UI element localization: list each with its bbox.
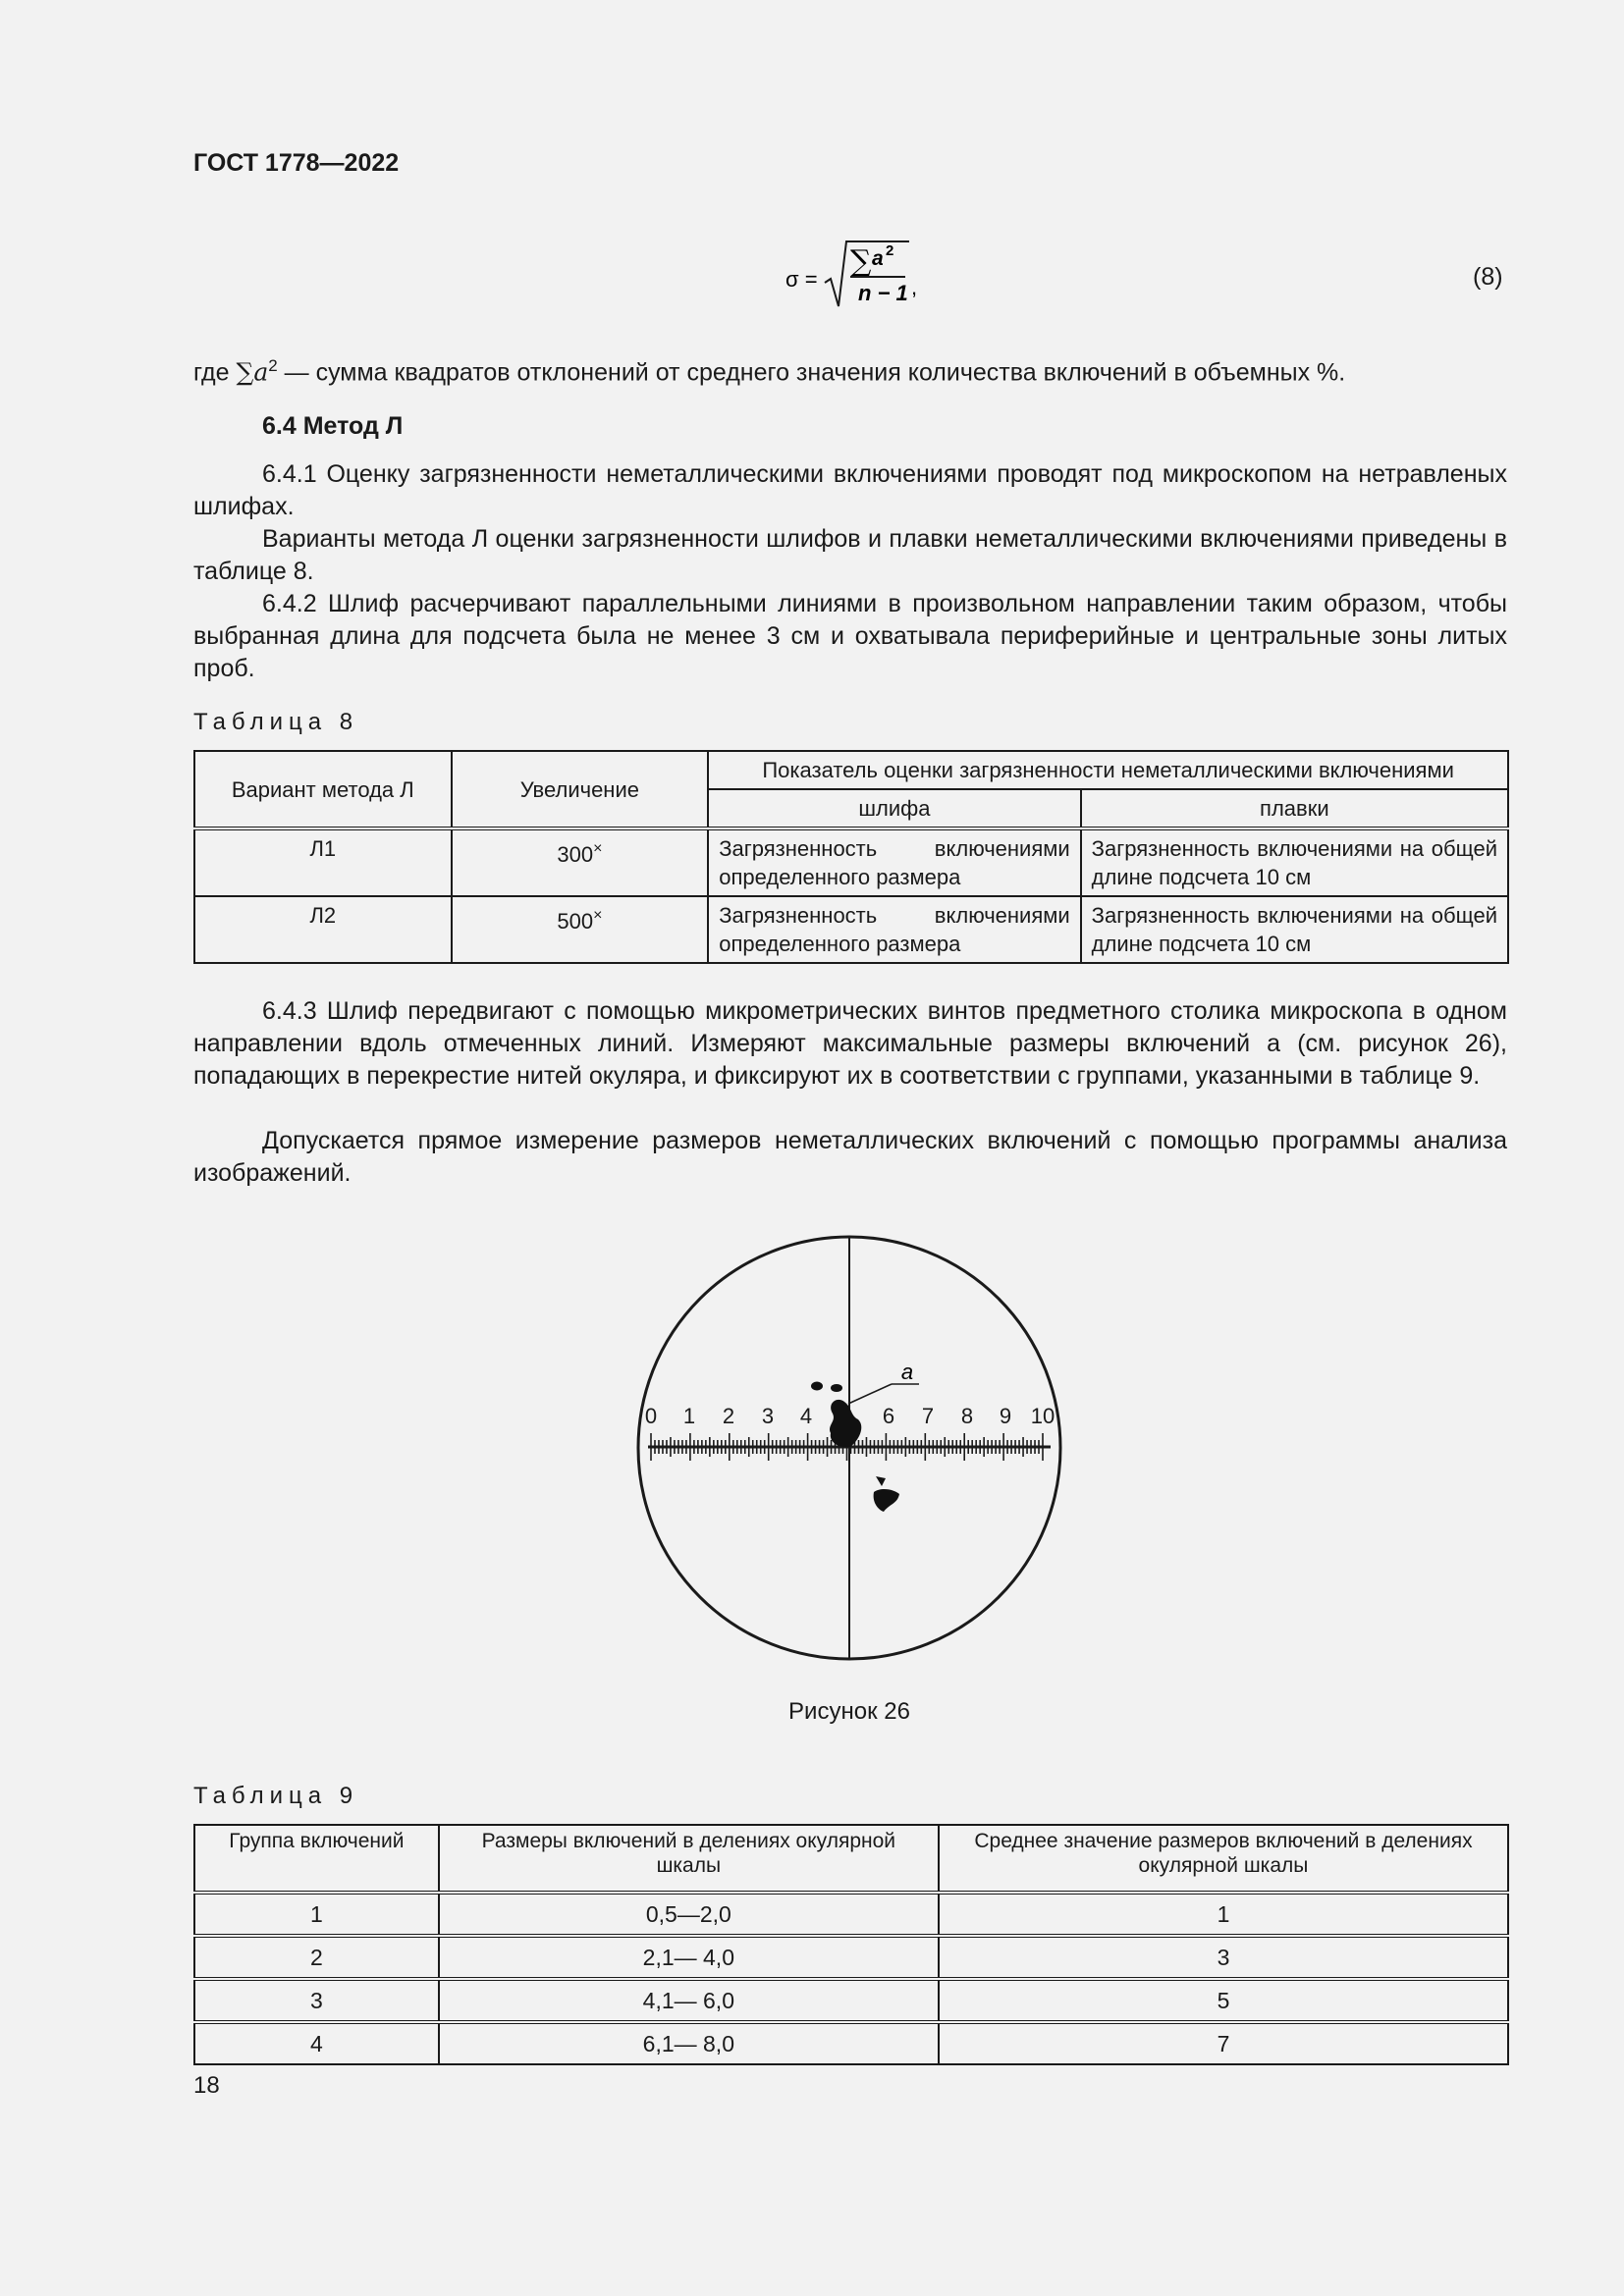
paragraph-variants: Варианты метода Л оценки загрязненности шлифов и плавки неметаллическими включениями приведены в таблице 8.	[193, 525, 1507, 585]
scale-number-10: 10	[1030, 1404, 1056, 1428]
formula-lhs: σ =	[785, 267, 818, 292]
inclusion-small	[811, 1382, 823, 1391]
t8-header-magnification: Увеличение	[452, 751, 709, 828]
table-row	[194, 1979, 1508, 2022]
document-title: ГОСТ 1778—2022	[193, 149, 400, 177]
scale-number-3: 3	[761, 1404, 775, 1428]
scale-number-7: 7	[921, 1404, 935, 1428]
t8-cell-sample: Загрязненность включениями определенного размера	[708, 896, 1080, 963]
paragraph-direct: Допускается прямое измерение размеров неметаллических включений с помощью программы анализа изображений.	[193, 1127, 1507, 1187]
formula-exp: 2	[886, 242, 894, 259]
t9-cell-group: 4	[194, 2022, 439, 2064]
t8-header-variant: Вариант метода Л	[194, 751, 452, 828]
t8-cell-variant: Л2	[194, 896, 452, 963]
figure-label-a: a	[900, 1360, 914, 1384]
scale-number-8: 8	[960, 1404, 974, 1428]
table-row	[194, 896, 1508, 963]
t9-cell-group: 1	[194, 1893, 439, 1936]
formula-8	[782, 236, 939, 314]
table-8	[193, 750, 1509, 964]
t8-cell-sample: Загрязненность включениями определенного размера	[708, 828, 1080, 896]
scale-number-6: 6	[882, 1404, 895, 1428]
formula-number: (8)	[1473, 263, 1503, 291]
t8-cell-mag: 300×	[452, 828, 709, 896]
t9-cell-mean: 1	[939, 1893, 1508, 1936]
paragraph-6-4-1: 6.4.1 Оценку загрязненности неметаллическими включениями проводят под микроскопом на нетравленых шлифах.	[193, 460, 1507, 520]
table-row	[194, 1893, 1508, 1936]
t9-cell-group: 2	[194, 1936, 439, 1979]
section-heading: 6.4 Метод Л	[262, 412, 404, 440]
t9-cell-sizes: 4,1— 6,0	[439, 1979, 939, 2022]
t8-cell-melt: Загрязненность включениями на общей длине подсчета 10 см	[1081, 896, 1508, 963]
inclusion-small	[876, 1476, 886, 1486]
figure-caption: Рисунок 26	[788, 1698, 910, 1725]
t9-header-sizes: Размеры включений в делениях окулярной шкалы	[439, 1825, 939, 1893]
t9-cell-mean: 5	[939, 1979, 1508, 2022]
leader-line	[848, 1384, 892, 1404]
table-9	[193, 1824, 1509, 2065]
where-line: где $\sum a^2$ — сумма квадратов отклонений от среднего значения количества включений в объемных %.	[193, 356, 1346, 387]
t9-cell-group: 3	[194, 1979, 439, 2022]
paragraph-6-4-2: 6.4.2 Шлиф расчерчивают параллельными линиями в произвольном направлении таким образом, чтобы выбранная длина для подсчета была не менее 3 см и охватывала периферийные и центральные зоны литых проб.	[193, 590, 1507, 682]
t8-header-melt: плавки	[1081, 789, 1508, 828]
t9-cell-mean: 7	[939, 2022, 1508, 2064]
page-number: 18	[193, 2072, 220, 2099]
t9-cell-sizes: 6,1— 8,0	[439, 2022, 939, 2064]
inclusion-main	[830, 1400, 861, 1447]
scale-number-9: 9	[999, 1404, 1012, 1428]
formula-sum: ∑	[850, 244, 872, 279]
table-row	[194, 1936, 1508, 1979]
table8-caption: Таблица 8	[193, 709, 359, 735]
table-row	[194, 828, 1508, 896]
scale-number-0: 0	[644, 1404, 658, 1428]
t8-cell-melt: Загрязненность включениями на общей длине подсчета 10 см	[1081, 828, 1508, 896]
paragraph-6-4-3: 6.4.3 Шлиф передвигают с помощью микрометрических винтов предметного столика микроскопа в одном направлении вдоль отмеченных линий. Измеряют максимальные размеры включений a (см. рисунок 26), попадающих в перекрестие нитей окуляра, и фиксируют их в соответствии с группами, указанными в таблице 9.	[193, 997, 1507, 1090]
table9-caption: Таблица 9	[193, 1783, 359, 1809]
t9-header-group: Группа включений	[194, 1825, 439, 1893]
inclusion-small	[874, 1489, 899, 1512]
t8-cell-variant: Л1	[194, 828, 452, 896]
t8-header-indicator: Показатель оценки загрязненности неметаллическими включениями	[708, 751, 1508, 789]
scale-number-4: 4	[799, 1404, 813, 1428]
t9-cell-sizes: 0,5—2,0	[439, 1893, 939, 1936]
scale-number-2: 2	[722, 1404, 735, 1428]
scale-number-1: 1	[682, 1404, 696, 1428]
t9-header-mean: Среднее значение размеров включений в делениях окулярной шкалы	[939, 1825, 1508, 1893]
t8-header-sample: шлифа	[708, 789, 1080, 828]
formula-var: a	[872, 247, 884, 270]
table-row	[194, 2022, 1508, 2064]
t8-cell-mag: 500×	[452, 896, 709, 963]
formula-den: n − 1	[858, 281, 908, 305]
inclusion-small	[831, 1384, 842, 1392]
t9-cell-sizes: 2,1— 4,0	[439, 1936, 939, 1979]
figure-26-microscope-view	[619, 1227, 1070, 1679]
t9-cell-mean: 3	[939, 1936, 1508, 1979]
formula-comma: ,	[911, 275, 918, 299]
